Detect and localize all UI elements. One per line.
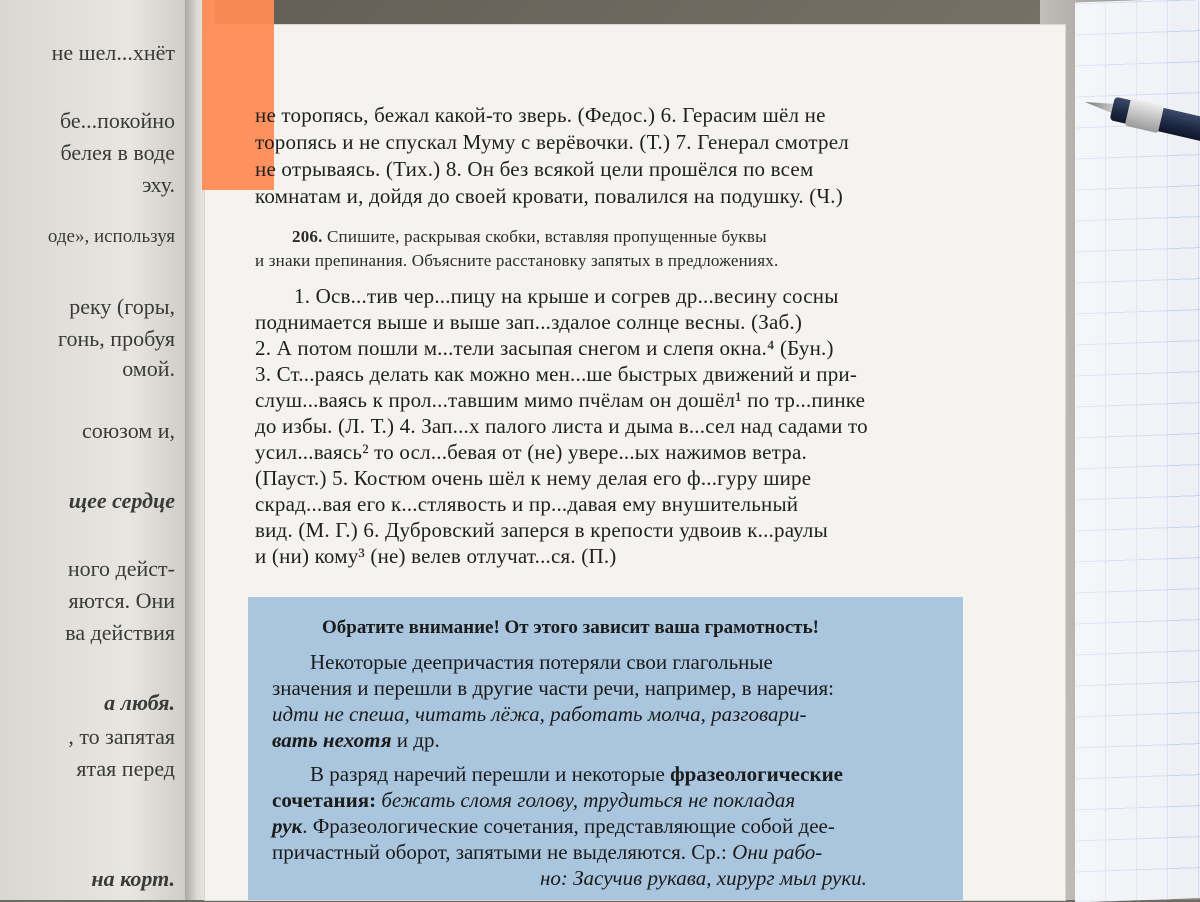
- exercise-line: поднимается выше и выше зап...здалое солнце весны. (Заб.): [255, 310, 803, 334]
- left-line: не шел...хнёт: [51, 40, 175, 65]
- left-line: союзом и,: [81, 418, 175, 443]
- notice-line: [272, 814, 835, 839]
- left-line: яются. Они: [68, 588, 175, 613]
- left-line: , то запятая: [68, 724, 175, 749]
- term-bold: фразеологические: [670, 762, 843, 786]
- notice-line: Некоторые деепричастия потеряли свои глагольные: [310, 650, 773, 674]
- example-phrase: Они рабо-: [732, 840, 823, 864]
- exercise-line: вид. (М. Г.) 6. Дубровский заперся в крепости удвоив к...раулы: [255, 518, 828, 542]
- left-line: эху.: [141, 172, 175, 197]
- text-line: не отрываясь. (Тих.) 8. Он без всякой цели прошёлся по всем: [255, 157, 814, 181]
- left-line: на корт.: [91, 866, 175, 891]
- left-page: [0, 0, 185, 900]
- left-line: белея в воде: [60, 140, 175, 165]
- exercise-line: усил...ваясь² то осл...бевая от (не) увере...ых нажимов ветра.: [255, 440, 807, 464]
- notice-line: [310, 762, 843, 787]
- text-line: комнатам и, дойдя до своей кровати, повалился на подушку. (Ч.): [255, 184, 843, 208]
- left-line: ятая перед: [76, 756, 175, 781]
- notice-text: . Фразеологические сочетания, представляющие собой дее-: [302, 814, 835, 838]
- notice-line: идти не спеша, читать лёжа, работать молча, разговари-: [272, 702, 807, 726]
- left-line: оде», используя: [47, 226, 175, 247]
- example-phrase: вать нехотя: [272, 728, 392, 752]
- left-line: реку (горы,: [69, 294, 175, 319]
- exercise-line: скрад...вая его к...стлявость и пр...давая ему внушительный: [255, 492, 799, 516]
- exercise-header: [292, 227, 767, 247]
- left-line: щее сердце: [68, 488, 175, 513]
- exercise-number: 206.: [292, 227, 323, 246]
- exercise-line: (Пауст.) 5. Костюм очень шёл к нему делая его ф...гуру шире: [255, 466, 812, 490]
- notice-text: и др.: [391, 728, 440, 752]
- exercise-line: до избы. (Л. Т.) 4. Зап...х палого листа и дыма в...сел над садами то: [255, 414, 868, 438]
- notice-line: значения и перешли в другие части речи, например, в наречия:: [272, 676, 834, 700]
- term-bold: сочетания:: [272, 788, 382, 812]
- left-line: омой.: [122, 356, 175, 381]
- notice-line: но: Засучив рукава, хирург мыл руки.: [540, 866, 867, 890]
- notice-line: [272, 728, 440, 753]
- exercise-line: 2. А потом пошли м...тели засыпая снегом и слепя окна.⁴ (Бун.): [255, 336, 834, 360]
- left-line: гонь, пробуя: [58, 326, 175, 351]
- left-line: ного дейст-: [67, 556, 175, 581]
- left-line: бе...покойно: [59, 108, 175, 133]
- text-line: торопясь и не спускал Муму с верёвочки. (Т.) 7. Генерал смотрел: [255, 130, 849, 154]
- exercise-line: слуш...ваясь к прол...тавшим мимо пчёлам он дошёл¹ по тр...пинке: [255, 388, 866, 412]
- notice-title: Обратите внимание! От этого зависит ваша грамотность!: [322, 617, 819, 638]
- exercise-instruction-2: и знаки препинания. Объясните расстановку запятых в предложениях.: [255, 251, 779, 270]
- text-line: не торопясь, бежал какой-то зверь. (Федос.) 6. Герасим шёл не: [255, 103, 826, 127]
- left-line: а любя.: [104, 690, 175, 715]
- exercise-line: 3. Ст...раясь делать как можно мен...ше быстрых движений и при-: [255, 362, 858, 386]
- notice-line: [272, 788, 795, 813]
- notice-line: [272, 840, 822, 865]
- exercise-instruction: Спишите, раскрывая скобки, вставляя пропущенные буквы: [327, 227, 767, 246]
- notice-text: причастный оборот, запятыми не выделяются. Ср.:: [272, 840, 733, 864]
- notice-text: В разряд наречий перешли и некоторые: [310, 762, 671, 786]
- example-phrase: бежать сломя голову, трудиться не покладая: [381, 788, 796, 812]
- exercise-line: 1. Осв...тив чер...пицу на крыше и согрев др...весину сосны: [294, 284, 839, 308]
- example-phrase: рук: [272, 814, 303, 838]
- exercise-line: и (ни) кому³ (не) велев отлучат...ся. (П.): [255, 544, 617, 568]
- left-line: ва действия: [65, 620, 175, 645]
